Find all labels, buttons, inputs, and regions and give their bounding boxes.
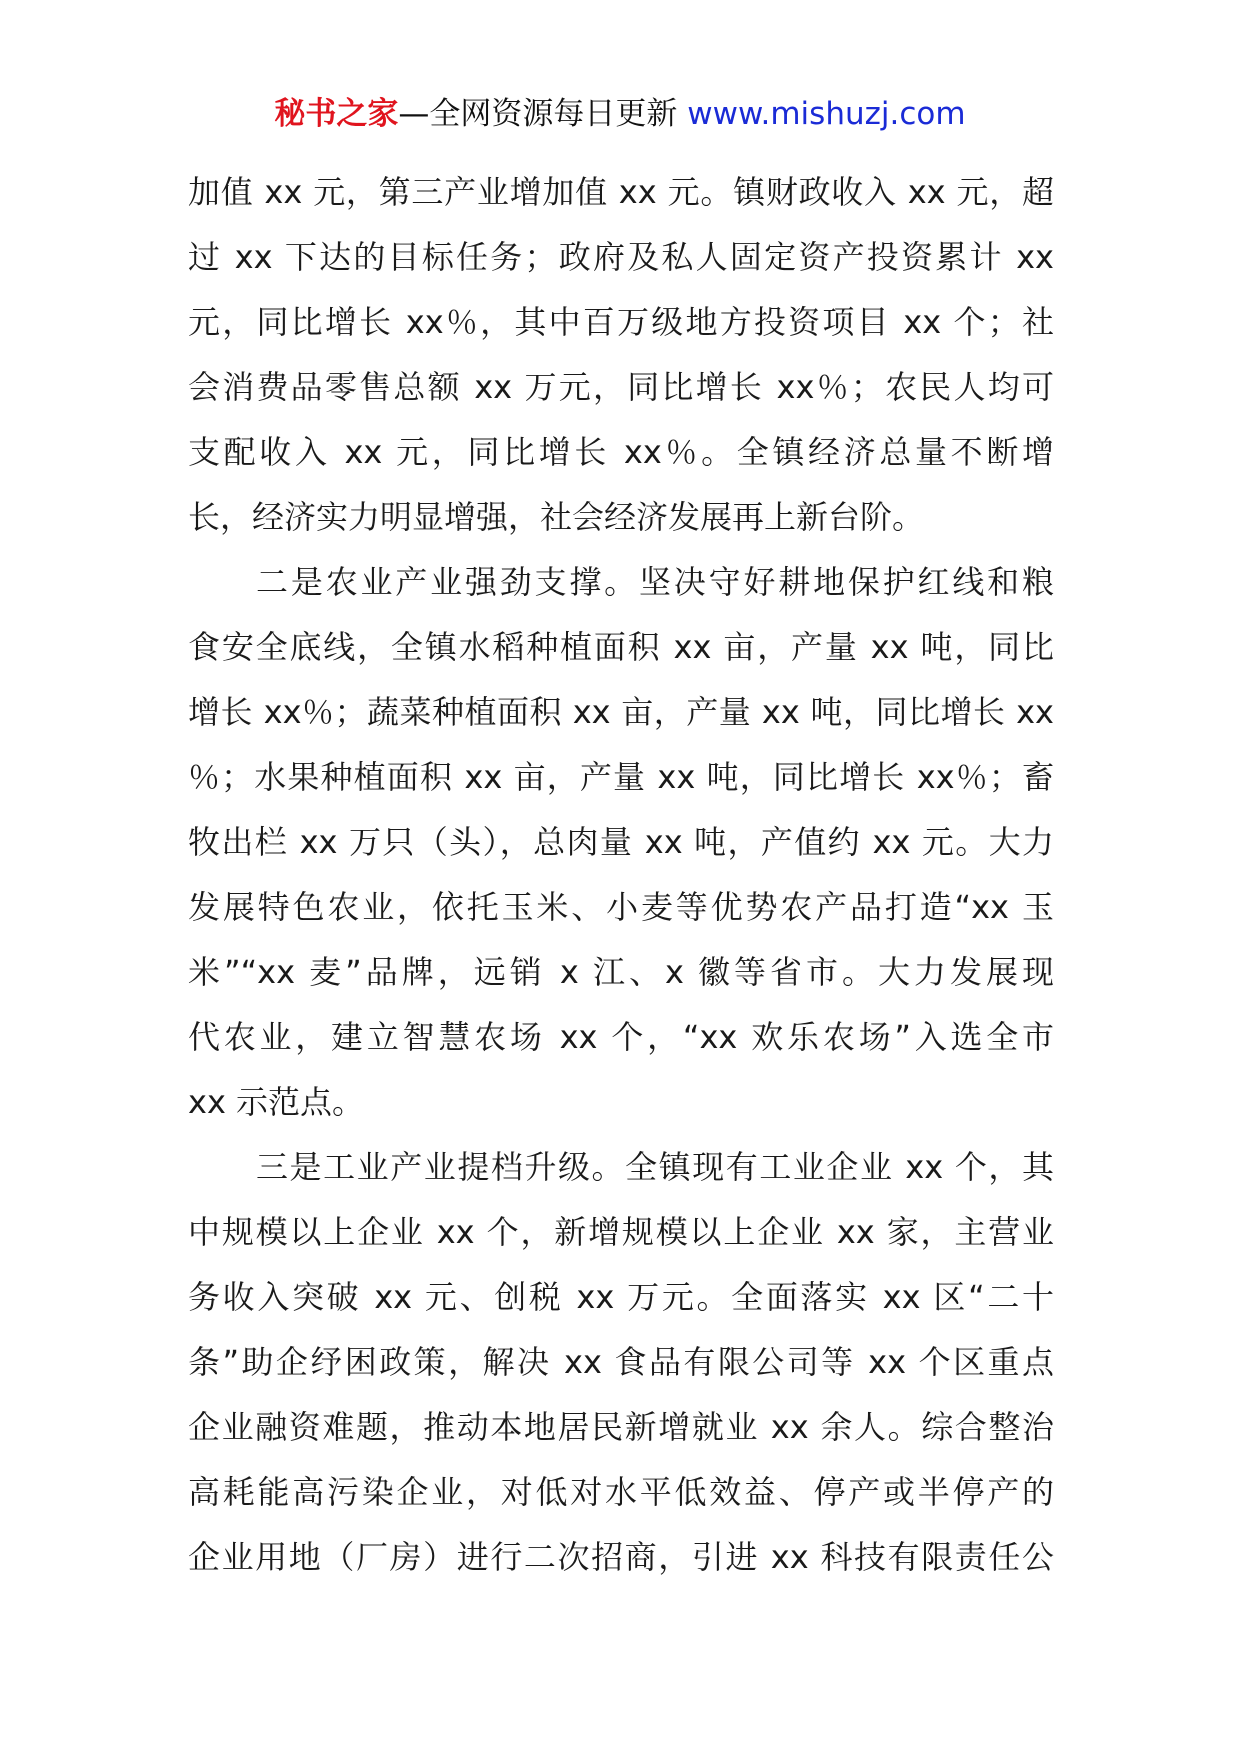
text-line: 过 xx 下达的目标任务；政府及私人固定资产投资累计 xx [188, 238, 1054, 276]
text-line: 元，同比增长 xx％，其中百万级地方投资项目 xx 个；社 [188, 303, 1054, 341]
page-header [0, 92, 1240, 136]
text-line: 加值 xx 元，第三产业增加值 xx 元。镇财政收入 xx 元，超 [188, 173, 1054, 211]
text-line: 发展特色农业，依托玉米、小麦等优势农产品打造“xx 玉 [188, 888, 1054, 926]
text-line: 务收入突破 xx 元、创税 xx 万元。全面落实 xx 区“二十 [188, 1278, 1054, 1316]
paragraph-first-line: 三是工业产业提档升级。全镇现有工业企业 xx 个，其 [256, 1148, 1054, 1186]
text-line: 增长 xx％；蔬菜种植面积 xx 亩，产量 xx 吨，同比增长 xx [188, 693, 1054, 731]
text-line: 长，经济实力明显增强，社会经济发展再上新台阶。 [188, 498, 925, 536]
site-url-link[interactable]: www.mishuzj.com [687, 96, 966, 132]
brand-name: 秘书之家 [274, 96, 399, 132]
text-line: 中规模以上企业 xx 个，新增规模以上企业 xx 家，主营业 [188, 1213, 1054, 1251]
text-line: 牧出栏 xx 万只（头），总肉量 xx 吨，产值约 xx 元。大力 [188, 823, 1054, 861]
text-line: 米”“xx 麦”品牌，远销 x 江、x 徽等省市。大力发展现 [188, 953, 1054, 991]
text-line: 会消费品零售总额 xx 万元，同比增长 xx％；农民人均可 [188, 368, 1054, 406]
text-line: ％；水果种植面积 xx 亩，产量 xx 吨，同比增长 xx％；畜 [188, 758, 1054, 796]
text-line: 企业融资难题，推动本地居民新增就业 xx 余人。综合整治 [188, 1408, 1054, 1446]
text-line: 企业用地（厂房）进行二次招商，引进 xx 科技有限责任公 [188, 1538, 1054, 1576]
text-line: 条”助企纾困政策，解决 xx 食品有限公司等 xx 个区重点 [188, 1343, 1054, 1381]
text-line: 高耗能高污染企业，对低对水平低效益、停产或半停产的 [188, 1473, 1054, 1511]
text-line: 食安全底线，全镇水稻种植面积 xx 亩，产量 xx 吨，同比 [188, 628, 1054, 666]
header-tagline: —全网资源每日更新 [398, 96, 678, 132]
text-line: xx 示范点。 [188, 1083, 365, 1121]
document-body [188, 160, 1054, 1590]
text-line: 支配收入 xx 元，同比增长 xx％。全镇经济总量不断增 [188, 433, 1054, 471]
paragraph-first-line: 二是农业产业强劲支撑。坚决守好耕地保护红线和粮 [256, 563, 1054, 601]
text-line: 代农业，建立智慧农场 xx 个，“xx 欢乐农场”入选全市 [188, 1018, 1054, 1056]
